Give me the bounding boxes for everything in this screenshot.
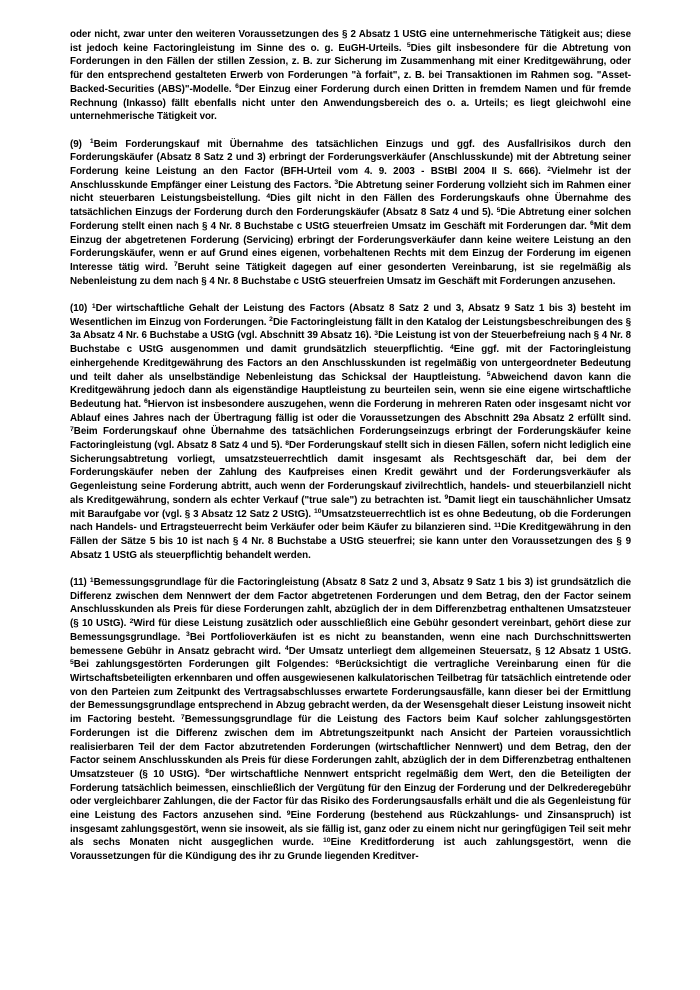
text-run: Hiervon ist insbesondere auszugehen, wenn die Forderung in mehreren Raten oder insgesamt nicht vor Ablauf eines Jahres nach der Übertragung fällig ist oder die Voraussetzungen des Abschnitt 29a Absatz 2 erfüllt sind.: [70, 398, 631, 424]
text-run: Bei Portfolioverkäufen ist es nicht zu beanstanden, wenn eine nach Durchschnittswerten bemessene Gebühr in Ansatz gebracht wird.: [70, 631, 631, 657]
text-run: Beruht seine Tätigkeit dagegen auf einer gesonderten Vereinbarung, ist sie regelmäßig als Nebenleistung zu dem nach § 4 Nr. 8 Buchstabe c UStG steuerfreien Umsatz im Geschäft mit Forderungen anzusehen.: [70, 261, 631, 287]
sentence-number: 5: [496, 206, 501, 214]
text-run: Abweichend davon kann die Kreditgewährung jedoch dann als eigenständige Hauptleistung zu beurteilen sein, wenn sie eine eigene wirtschaftliche Bedeutung hat.: [70, 371, 631, 410]
sentence-number: 9: [286, 809, 291, 817]
sentence-number: 7: [173, 261, 178, 269]
text-run: Die Leistung ist von der Steuerbefreiung nach § 4 Nr. 8 Buchstabe c UStG ausgenommen und damit grundsätzlich steuerpflichtig.: [70, 330, 631, 356]
paragraph-9: [70, 138, 631, 289]
sentence-number: 9: [444, 494, 449, 502]
sentence-number: 5: [486, 371, 491, 379]
sentence-number: 3: [374, 329, 379, 337]
sentence-number: 2: [547, 165, 551, 173]
text-run: Bemessungsgrundlage für die Leistung des Factors beim Kauf solcher zahlungsgestörten Forderungen ist die Differenz zwischen dem im Abtretungszeitpunkt nach Ansicht der Parteien voraussichtlich realisierbaren Teil der dem Factor abzutretenden Forderungen (wirtschaftlicher Nennwert) und dem Betrag, den der Factor seinem Anschlusskunden als Preis für diese Forderungen zahlt, abzüglich der in dem Differenzbetrag enthaltenen Umsatzsteuer (§ 10 UStG).: [70, 714, 631, 780]
text-run: Beim Forderungskauf mit Übernahme des tatsächlichen Einzugs und ggf. des Ausfallrisikos durch den Forderungskäufer (Absatz 8 Satz 2 und 3) erbringt der Forderungsverkäufer (Anschlusskunde) mit der Abtretung seiner Forderung keine Leistung an den Factor (BFH-Urteil vom 4. 9. 2003 - BStBl 2004 II S. 666).: [70, 138, 631, 178]
text-run: Damit liegt ein tauschähnlicher Umsatz mit Baraufgabe vor (vgl. § 3 Absatz 12 Satz 2 UStG).: [70, 494, 632, 520]
sentence-number: 7: [70, 425, 74, 433]
text-run: Die Factoringleistung fällt in den Katalog der Leistungsbeschreibungen des § 3a Absatz 4 Nr. 6 Buchstabe a UStG (vgl. Abschnitt 39 Absatz 16).: [70, 316, 631, 342]
text-run: Der Forderungskauf stellt sich in diesen Fällen, sofern nicht lediglich eine Sicherungsabtretung vorliegt, umsatzsteuerrechtlich damit insgesamt als Rechtsgeschäft dar, bei dem der Forderungskäufer neben der Zahlung des Kaufpreises einen Kredit gewährt und der Forderungsverkäufer als Gegenleistung seine Forderung abtritt, auch wenn der Forderungskauf zivilrechtlich, handels- und steuerbilanziell nicht als Kreditgewährung, sondern als echter Verkauf ("true sale") zu betrachten ist.: [70, 440, 631, 506]
paragraph-8-continuation: [70, 28, 631, 124]
text-run: Dies gilt nicht in den Fällen des Forderungskaufs ohne Übernahme des tatsächlichen Einzugs der Forderung durch den Forderungskäufer (Absatz 8 Satz 4 und 5).: [70, 193, 631, 219]
text-run: Der Einzug einer Forderung durch einen Dritten in fremdem Namen und für fremde Rechnung (Inkasso) fällt ebenfalls nicht unter den Anwendungsbereich des o. a. Urteils; es liegt gleichwohl eine unternehmerische Tätigkeit vor.: [70, 83, 631, 123]
sentence-number: 2: [269, 316, 273, 324]
text-run: (9): [70, 138, 90, 150]
text-run: Der Umsatz unterliegt dem allgemeinen Steuersatz, § 12 Absatz 1 UStG.: [288, 645, 631, 657]
sentence-number: 2: [129, 617, 134, 625]
text-run: Eine Kreditforderung ist auch zahlungsgestört, wenn die Voraussetzungen für die Kündigung des ihr zu Grunde liegenden Kreditver-: [70, 837, 631, 863]
text-run: Beim Forderungskauf ohne Übernahme des tatsächlichen Forderungseinzugs erbringt der Forderungskäufer keine Factoringleistung (vgl. Absatz 8 Satz 4 und 5).: [70, 426, 631, 452]
sentence-number: 1: [89, 138, 94, 146]
sentence-number: 1: [91, 302, 96, 310]
sentence-number: 10: [314, 508, 322, 516]
text-run: Eine Forderung (bestehend aus Rückzahlungs- und Zinsanspruch) ist insgesamt zahlungsgestört, wenn sie insoweit, als sie fällig ist, ganz oder zu einem nicht nur geringfügigen Teil seit mehr als sechs Monaten nicht ausgeglichen wurde.: [70, 810, 631, 849]
text-run: (11): [70, 577, 90, 589]
sentence-number: 3: [186, 631, 190, 639]
text-run: Die Abtretung einer solchen Forderung stellt einen nach § 4 Nr. 8 Buchstabe c UStG steuerfreien Umsatz im Geschäft mit Forderungen dar.: [70, 207, 632, 232]
sentence-number: 10: [323, 836, 331, 844]
sentence-number: 4: [284, 645, 289, 653]
sentence-number: 4: [450, 343, 454, 351]
sentence-number: 6: [235, 83, 239, 91]
text-run: Die Kreditgewährung in den Fällen der Sätze 5 bis 10 ist nach § 4 Nr. 8 Buchstabe a UStG steuerfrei; sie kann unter den Voraussetzungen des § 9 Absatz 1 UStG als steuerpflichtig behandelt werden.: [70, 522, 631, 561]
sentence-number: 5: [70, 658, 74, 666]
sentence-number: 3: [334, 179, 339, 187]
paragraph-11: [70, 576, 631, 864]
sentence-number: 8: [285, 439, 289, 447]
text-run: Der wirtschaftliche Gehalt der Leistung des Factors (Absatz 8 Satz 2 und 3, Absatz 9 Satz 1 bis 3) besteht im Wesentlichen im Einzug von Forderungen.: [70, 303, 632, 328]
text-run: Der wirtschaftliche Nennwert entspricht regelmäßig dem Wert, den die Beteiligten der Forderung tatsächlich beimessen, einschließlich der Vergütung für den Einzug der Forderung und der Delkrederegebühr oder vergleichbarer Zahlungen, die der Factor für das Risiko des Forderungsausfalls erhält und die als Gegenleistung für eine Leistung des Factors anzusehen sind.: [70, 768, 631, 822]
text-run: Umsatzsteuerrechtlich ist es ohne Bedeutung, ob die Forderungen nach Handels- und Ertragsteuerrecht beim Verkäufer oder beim Käufer zu bilanzieren sind.: [70, 508, 631, 534]
text-run: Bei zahlungsgestörten Forderungen gilt Folgendes:: [73, 659, 336, 671]
text-run: Eine ggf. mit der Factoringleistung einhergehende Kreditgewährung des Factors an den Anschlusskunden ist regelmäßig von untergeordneter Bedeutung und teilt daher als unselbständige Nebenleistung das Schicksal der Hauptleistung.: [70, 344, 631, 383]
sentence-number: 6: [144, 398, 148, 406]
text-run: Mit dem Einzug der abgetretenen Forderung (Servicing) erbringt der Forderungsverkäufer dann keine weitere Leistung an den Forderungskäufer, wenn er auf Grund eines eigenen, vorbehaltenen Rechts mit dem Einzug der Forderung im eigenen Interesse tätig wird.: [70, 220, 631, 273]
text-run: Die Abtretung seiner Forderung vollzieht sich im Rahmen einer nicht steuerbaren Leistungsbeistellung.: [70, 179, 631, 205]
document-body: [70, 28, 631, 864]
sentence-number: 6: [590, 220, 594, 228]
text-run: Berücksichtigt die vertragliche Vereinbarung einen für die Wirtschaftsbeteiligten erkennbaren und offen ausgewiesenen kalkulatorischen Teilbetrag für tatsächlich eintretende oder von den Parteien zum Zeitpunkt des Vertragsabschlusses erwartete Forderungsausfälle, kann dieser bei der Ermittlung der Bemessungsgrundlage entsprechend in Abzug gebracht werden, da der Wesensgehalt dieser Leistung insoweit nicht im Factoring besteht.: [70, 659, 631, 726]
sentence-number: 7: [180, 713, 185, 721]
text-run: oder nicht, zwar unter den weiteren Voraussetzungen des § 2 Absatz 1 UStG eine unternehmerische Tätigkeit aus; diese ist jedoch keine Factoringleistung im Sinne des o. g. EuGH-Urteils.: [70, 29, 631, 54]
sentence-number: 6: [335, 658, 340, 666]
sentence-number: 5: [406, 42, 411, 50]
text-run: Wird für diese Leistung zusätzlich oder ausschließlich eine Gebühr gesondert vereinbart, gehört diese zur Bemessungsgrundlage.: [70, 618, 631, 643]
text-run: Bemessungsgrundlage für die Factoringleistung (Absatz 8 Satz 2 und 3, Absatz 9 Satz 1 bis 3) ist grundsätzlich die Differenz zwischen dem Nennwert der dem Factor abgetretenen Forderungen und dem Betrag, den der Factor seinem Anschlusskunden als Preis für diese Forderungen zahlt, abzüglich der in dem Differenzbetrag enthaltenen Umsatzsteuer (§ 10 UStG).: [70, 577, 632, 630]
paragraph-10: [70, 302, 631, 562]
text-run: Vielmehr ist der Anschlusskunde Empfänger einer Leistung des Factors.: [70, 166, 631, 191]
text-run: (10): [70, 303, 92, 315]
text-run: Dies gilt insbesondere für die Abtretung von Forderungen in den Fällen der stillen Zession, z. B. zur Sicherung im Zusammenhang mit einer Kreditgewährung, oder für den entsprechend gestalteten Erwerb von Forderungen "à forfait", z. B. bei Transaktionen im Rahmen sog. "Asset-Backed-Securities (ABS)"-Modelle.: [70, 42, 631, 95]
sentence-number: 4: [266, 192, 271, 200]
sentence-number: 8: [205, 768, 209, 776]
sentence-number: 1: [89, 576, 94, 584]
sentence-number: 11: [494, 521, 502, 529]
